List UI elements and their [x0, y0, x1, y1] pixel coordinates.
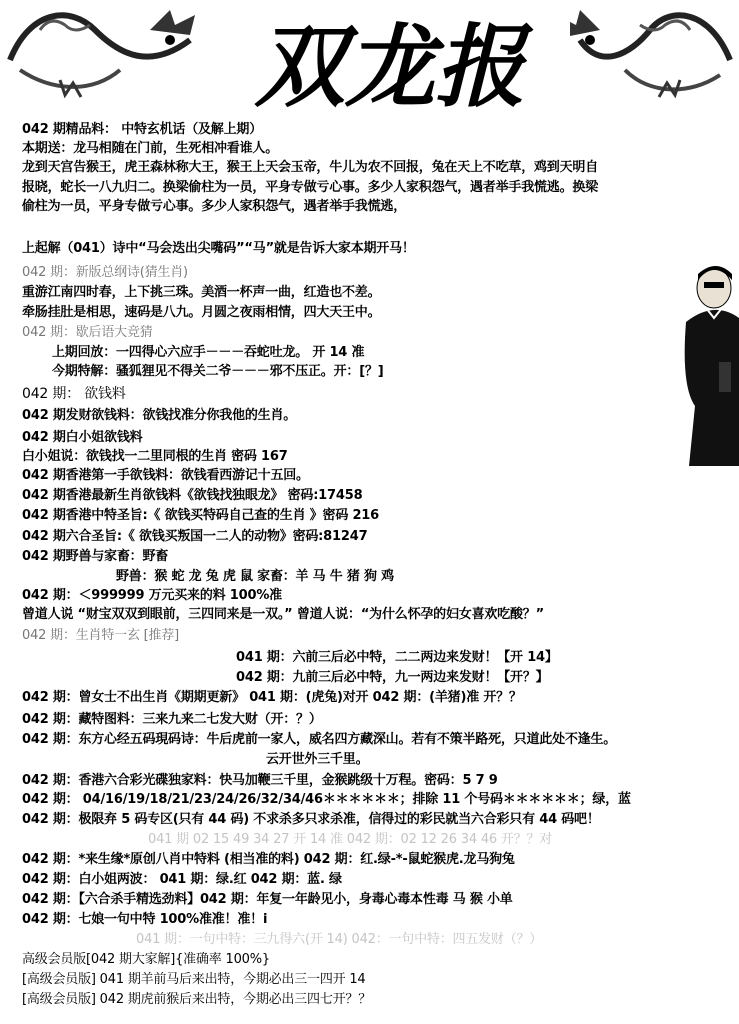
text-line: 042 期：七娘一句中特 100%准准！准！i	[22, 912, 268, 927]
text-line: 042 期：歇后语大竞猜	[22, 325, 153, 340]
text-line: 龙到天宫告猴王，虎王森林称大王，猴王上天会玉帝，牛儿为农不回报，兔在天上不吃草，鸡到天明自	[22, 160, 599, 175]
text-line: 042 期白小姐欲钱料	[22, 430, 143, 445]
text-line: 042 期： 欲钱料	[22, 386, 126, 402]
text-line: 041 期：六前三后必中特，二二两边来发财！【开 14】	[236, 650, 558, 665]
text-line: 042 期：*来生缘*原创八肖中特料 (相当准的料) 042 期：红.绿-*-鼠蛇猴虎.龙马狗兔	[22, 852, 515, 867]
text-line: 042 期：曾女士不出生肖《期期更新》 041 期：(虎兔)对开 042 期：(羊猪)准 开？？	[22, 690, 522, 705]
text-line: 重游江南四时春，上下挑三珠。美酒一杯声一曲，红造也不差。	[22, 285, 381, 300]
text-line: 041 期：一句中特：三九得六(开 14) 042：一句中特：四五发财（？）	[136, 932, 543, 947]
text-line: 042 期香港中特圣旨:《 欲钱买特码自己查的生肖 》密码 216	[22, 508, 379, 523]
text-line: 042 期：【六合杀手精选劲料】042 期：年复一年龄见小，身毒心毒本性毒 马 猴 小单	[22, 892, 513, 907]
text-line: 牵肠挂肚是相思，速码是八九。月圆之夜雨相情，四大天王中。	[22, 305, 381, 320]
text-line: 高级会员版[042 期大家解]{准确率 100%}	[22, 952, 270, 967]
page-title	[215, 6, 565, 116]
text-line: 报晓，蛇长一八九归二。换梁偷柱为一员，平身专做亏心事。多少人家积怨气，遇者举手我慌逃。换梁	[22, 180, 599, 195]
text-line: 042 期： 04/16/19/18/21/23/24/26/32/34/46＊＊＊＊＊＊；排除 11 个号码＊＊＊＊＊＊；绿，蓝	[22, 792, 631, 807]
text-line: 042 期：藏特图料：三来九来二七发大财（开：？）	[22, 712, 322, 727]
text-line: 今期特解：骚狐狸见不得关二爷－－－邪不压正。开：[？]	[52, 364, 384, 379]
text-line: 白小姐说：欲钱找一二里同根的生肖 密码 167	[22, 449, 288, 464]
text-line: 上期回放：一四得心六应手－－－吞蛇吐龙。 开 14 准	[52, 345, 365, 360]
dragon-right-icon	[570, 0, 739, 110]
text-line: 野兽：猴 蛇 龙 兔 虎 鼠 家畜：羊 马 牛 猪 狗 鸡	[116, 569, 394, 584]
text-line: [高级会员版] 042 期虎前猴后来出特，今期必出三四七开？？	[22, 992, 372, 1007]
portrait-man-image	[676, 262, 739, 466]
text-line: 042 期精品料： 中特玄机话（及解上期）	[22, 122, 262, 137]
text-line: 041 期 02 15 49 34 27 开 14 准 042 期：02 12 26 34 46 开？？对	[148, 832, 553, 847]
text-line: [高级会员版] 041 期羊前马后来出特，今期必出三一四开 14	[22, 972, 366, 987]
text-line: 042 期野兽与家畜：野畜	[22, 549, 169, 564]
text-line: 042 期：白小姐两波： 041 期：绿.红 042 期：蓝. 绿	[22, 872, 342, 887]
text-line: 042 期：九前三后必中特，九一两边来发财！【开？】	[236, 670, 549, 685]
svg-text:双龙报: 双龙报	[255, 14, 525, 116]
text-line: 042 期六合圣旨:《 欲钱买叛国一二人的动物》密码:81247	[22, 529, 368, 544]
text-line: 042 期：新版总纲诗(猜生肖)	[22, 265, 188, 280]
text-line: 本期送：龙马相随在门前，生死相冲看谁人。	[22, 141, 279, 156]
text-line: 042 期：香港六合彩光碟独家料：快马加鞭三千里，金猴跳级十万程。密码：5 7 9	[22, 773, 498, 788]
text-line: 042 期：东方心经五码現码诗：牛后虎前一家人，威名四方藏深山。若有不策半路死，只道此处不逢生。	[22, 732, 617, 747]
text-line: 上起解（041）诗中“马会迭出尖嘴码”“马”就是告诉大家本期开马！	[22, 241, 415, 256]
text-line: 偷柱为一员，平身专做亏心事。多少人家积怨气，遇者举手我慌逃，	[22, 199, 407, 214]
text-line: 042 期：＜999999 万元买来的料 100%准	[22, 588, 282, 603]
text-line: 042 期发财欲钱料：欲钱找准分你我他的生肖。	[22, 408, 297, 423]
text-line: 042 期香港第一手欲钱料：欲钱看西游记十五回。	[22, 468, 309, 483]
text-line: 042 期香港最新生肖欲钱料《欲钱找独眼龙》 密码:17458	[22, 488, 363, 503]
text-line: 云开世外三千里。	[266, 752, 369, 767]
text-line: 042 期：生肖特一玄 [推荐]	[22, 628, 180, 643]
text-line: 曾道人说 “财宝双双到眼前，三四同来是一双。” 曾道人说：“为什么怀孕的妇女喜欢吃酸？”	[22, 607, 544, 622]
text-line: 042 期：极限弃 5 码专区(只有 44 码) 不求杀多只求杀准，信得过的彩民就当六合彩只有 44 码吧！	[22, 812, 600, 827]
dragon-left-icon	[0, 0, 205, 110]
